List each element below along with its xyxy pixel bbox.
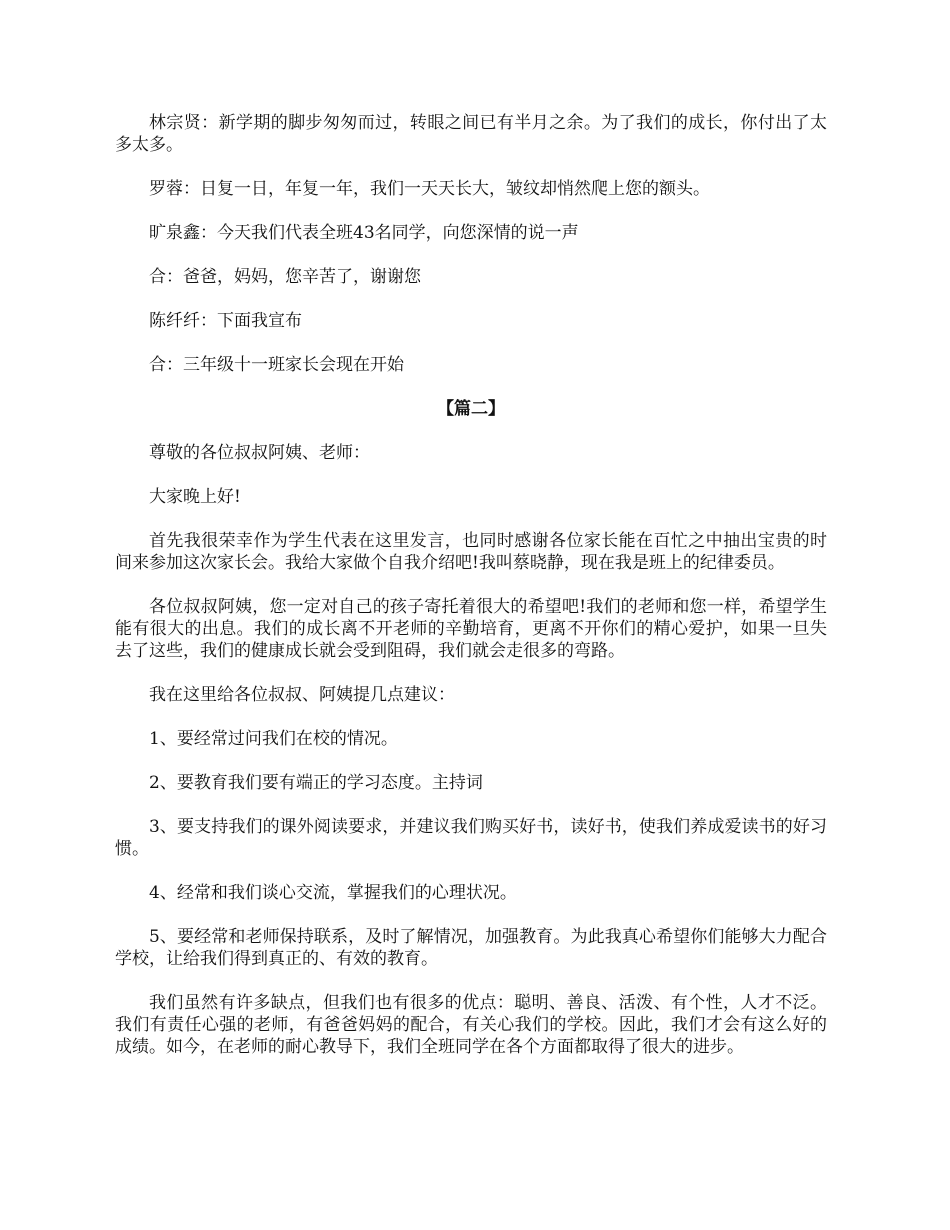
dialogue-line-kuang: 旷泉鑫：今天我们代表全班43名同学，向您深情的说一声 bbox=[149, 223, 579, 243]
salutation: 尊敬的各位叔叔阿姨、老师： bbox=[149, 443, 370, 463]
section-heading: 【篇二】 bbox=[437, 399, 505, 419]
suggestions-intro: 我在这里给各位叔叔、阿姨提几点建议： bbox=[149, 685, 455, 705]
suggestion-item-5: 5、要经常和老师保持联系，及时了解情况，加强教育。为此我真心希望你们能够大力配合学校，让给我们得到真正的、有效的教育。 bbox=[115, 927, 827, 969]
suggestion-item-3: 3、要支持我们的课外阅读要求，并建议我们购买好书，读好书，使我们养成爱读书的好习惯。 bbox=[115, 817, 827, 859]
greeting: 大家晚上好! bbox=[149, 487, 241, 507]
closing-paragraph: 我们虽然有许多缺点，但我们也有很多的优点：聪明、善良、活泼、有个性，人才不泛。我们有责任心强的老师，有爸爸妈妈的配合，有关心我们的学校。因此，我们才会有这么好的成绩。如今，在老师的耐心教导下，我们全班同学在各个方面都取得了很大的进步。 bbox=[115, 993, 827, 1057]
document-page bbox=[115, 112, 827, 1080]
dialogue-line-chen: 陈纤纤：下面我宣布 bbox=[149, 311, 302, 331]
suggestion-item-1: 1、要经常过问我们在校的情况。 bbox=[149, 729, 398, 749]
dialogue-line-together-open: 合：三年级十一班家长会现在开始 bbox=[149, 355, 404, 375]
intro-paragraph: 首先我很荣幸作为学生代表在这里发言，也同时感谢各位家长能在百忙之中抽出宝贵的时间来参加这次家长会。我给大家做个自我介绍吧!我叫蔡晓静，现在我是班上的纪律委员。 bbox=[115, 531, 827, 573]
suggestion-item-4: 4、经常和我们谈心交流，掌握我们的心理状况。 bbox=[149, 883, 517, 903]
dialogue-line-lin: 林宗贤：新学期的脚步匆匆而过，转眼之间已有半月之余。为了我们的成长，你付出了太多太多。 bbox=[115, 113, 827, 155]
dialogue-line-luo: 罗蓉：日复一日，年复一年，我们一天天长大，皱纹却悄然爬上您的额头。 bbox=[149, 179, 710, 199]
suggestion-item-2: 2、要教育我们要有端正的学习态度。主持词 bbox=[149, 773, 483, 793]
dialogue-line-together-thanks: 合：爸爸，妈妈，您辛苦了，谢谢您 bbox=[149, 267, 421, 287]
hope-paragraph: 各位叔叔阿姨，您一定对自己的孩子寄托着很大的希望吧!我们的老师和您一样，希望学生能有很大的出息。我们的成长离不开老师的辛勤培育，更离不开你们的精心爱护，如果一旦失去了这些，我们的健康成长就会受到阻碍，我们就会走很多的弯路。 bbox=[115, 597, 827, 661]
